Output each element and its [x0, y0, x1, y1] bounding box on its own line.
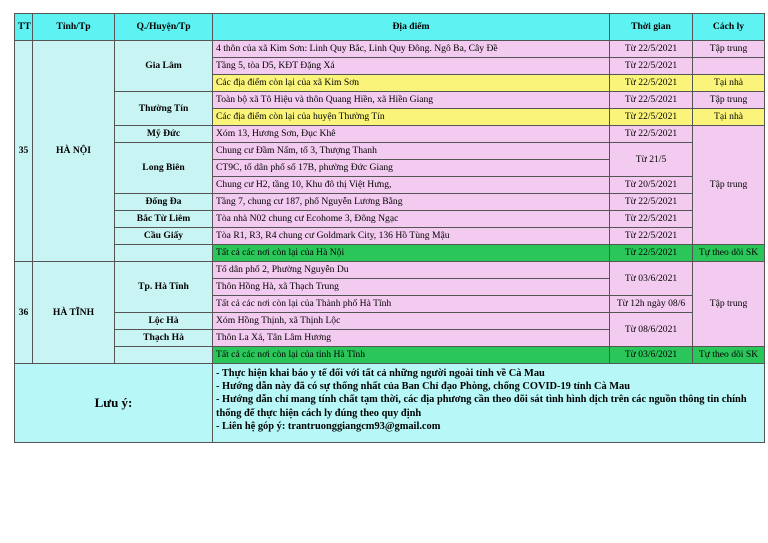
district-name: Cầu Giấy	[115, 228, 213, 245]
location-cell: Xóm 13, Hương Sơn, Đục Khê	[213, 126, 610, 143]
isolation-cell	[693, 58, 765, 75]
time-cell: Từ 12h ngày 08/6	[610, 296, 693, 313]
table-row	[15, 41, 765, 58]
district-name: Gia Lâm	[115, 41, 213, 92]
district-name: Lộc Hà	[115, 313, 213, 330]
time-cell: Từ 03/6/2021	[610, 347, 693, 364]
location-cell: CT9C, tổ dân phố số 17B, phường Đức Giang	[213, 160, 610, 177]
district-name: Thạch Hà	[115, 330, 213, 347]
time-cell: Từ 21/5	[610, 143, 693, 177]
table-row	[15, 194, 765, 211]
isolation-cell: Tự theo dõi SK	[693, 347, 765, 364]
district-name: Mỹ Đức	[115, 126, 213, 143]
header-province: Tỉnh/Tp	[33, 14, 115, 41]
group-number: 36	[15, 262, 33, 364]
time-cell: Từ 03/6/2021	[610, 262, 693, 296]
time-cell: Từ 22/5/2021	[610, 194, 693, 211]
district-name	[115, 245, 213, 262]
table-row	[15, 143, 765, 160]
location-cell: Các địa điểm còn lại của huyện Thường Tín	[213, 109, 610, 126]
table-row	[15, 347, 765, 364]
district-name	[115, 347, 213, 364]
location-cell: Tất cả các nơi còn lại của Thành phố Hà Tĩnh	[213, 296, 610, 313]
location-cell: Tòa R1, R3, R4 chung cư Goldmark City, 136 Hồ Tùng Mậu	[213, 228, 610, 245]
notes-content	[213, 364, 765, 443]
time-cell: Từ 22/5/2021	[610, 58, 693, 75]
header-district: Q./Huyện/Tp	[115, 14, 213, 41]
time-cell: Từ 22/5/2021	[610, 109, 693, 126]
table-row	[15, 262, 765, 279]
location-cell: Tầng 7, chung cư 187, phố Nguyễn Lương Bằng	[213, 194, 610, 211]
header-isolation: Cách ly	[693, 14, 765, 41]
province-name: HÀ NỘI	[33, 41, 115, 262]
time-cell: Từ 22/5/2021	[610, 75, 693, 92]
table-row	[15, 228, 765, 245]
district-name: Long Biên	[115, 143, 213, 194]
isolation-cell: Tập trung	[693, 92, 765, 109]
location-cell: Chung cư H2, tầng 10, Khu đô thị Việt Hưng,	[213, 177, 610, 194]
province-name: HÀ TĨNH	[33, 262, 115, 364]
isolation-cell: Tập trung	[693, 41, 765, 58]
time-cell: Từ 22/5/2021	[610, 126, 693, 143]
header-location: Địa điểm	[213, 14, 610, 41]
table-row	[15, 92, 765, 109]
location-cell: Các địa điểm còn lại của xã Kim Sơn	[213, 75, 610, 92]
table-row	[15, 211, 765, 228]
time-cell: Từ 22/5/2021	[610, 211, 693, 228]
header-row	[15, 14, 765, 41]
note-line: - Hướng dẫn này đã có sự thống nhất của Ban Chỉ đạo Phòng, chống COVID-19 tỉnh Cà Mau	[216, 381, 631, 393]
location-cell: Tòa nhà N02 chung cư Ecohome 3, Đông Ngạc	[213, 211, 610, 228]
location-cell: 4 thôn của xã Kim Sơn: Linh Quy Bắc, Linh Quy Đông. Ngô Ba, Cây Đề	[213, 41, 610, 58]
district-name: Đống Đa	[115, 194, 213, 211]
time-cell: Từ 22/5/2021	[610, 245, 693, 262]
time-cell: Từ 22/5/2021	[610, 41, 693, 58]
location-cell: Toàn bộ xã Tô Hiệu và thôn Quang Hiền, xã Hiền Giang	[213, 92, 610, 109]
time-cell: Từ 22/5/2021	[610, 228, 693, 245]
note-line: - Liên hệ góp ý: trantruonggiangcm93@gmail.com	[216, 420, 441, 432]
isolation-cell: Tại nhà	[693, 109, 765, 126]
time-cell: Từ 22/5/2021	[610, 92, 693, 109]
location-cell: Tầng 5, tòa D5, KĐT Đặng Xá	[213, 58, 610, 75]
table-row	[15, 313, 765, 330]
isolation-cell: Tự theo dõi SK	[693, 245, 765, 262]
location-cell: Xóm Hồng Thịnh, xã Thịnh Lộc	[213, 313, 610, 330]
time-cell: Từ 20/5/2021	[610, 177, 693, 194]
location-cell: Thôn La Xá, Tân Lâm Hương	[213, 330, 610, 347]
district-name: Thường Tín	[115, 92, 213, 126]
district-name: Bắc Từ Liêm	[115, 211, 213, 228]
location-cell: Thôn Hồng Hà, xã Thạch Trung	[213, 279, 610, 296]
notes-label: Lưu ý:	[15, 364, 213, 443]
table-row	[15, 126, 765, 143]
note-line: - Thực hiện khai báo y tế đối với tất cả những người ngoài tỉnh về Cà Mau	[216, 368, 545, 379]
location-cell: Tất cả các nơi còn lại của tỉnh Hà Tĩnh	[213, 347, 610, 364]
header-tt: TT	[15, 14, 33, 41]
quarantine-table	[14, 13, 765, 443]
location-cell: Tất cả các nơi còn lại của Hà Nội	[213, 245, 610, 262]
note-line: - Hướng dẫn chỉ mang tính chất tạm thời, các địa phương cần theo dõi sát tình hình dịch trên các nguồn thông tin chính thống để thực hiện cách ly đúng theo quy định	[216, 394, 747, 419]
location-cell: Chung cư Đầm Nấm, tổ 3, Thượng Thanh	[213, 143, 610, 160]
group-number: 35	[15, 41, 33, 262]
table-row	[15, 245, 765, 262]
isolation-cell: Tập trung	[693, 262, 765, 347]
isolation-cell: Tập trung	[693, 126, 765, 245]
district-name: Tp. Hà Tĩnh	[115, 262, 213, 313]
time-cell: Từ 08/6/2021	[610, 313, 693, 347]
isolation-cell: Tại nhà	[693, 75, 765, 92]
notes-row	[15, 364, 765, 443]
location-cell: Tổ dân phố 2, Phường Nguyễn Du	[213, 262, 610, 279]
header-time: Thời gian	[610, 14, 693, 41]
